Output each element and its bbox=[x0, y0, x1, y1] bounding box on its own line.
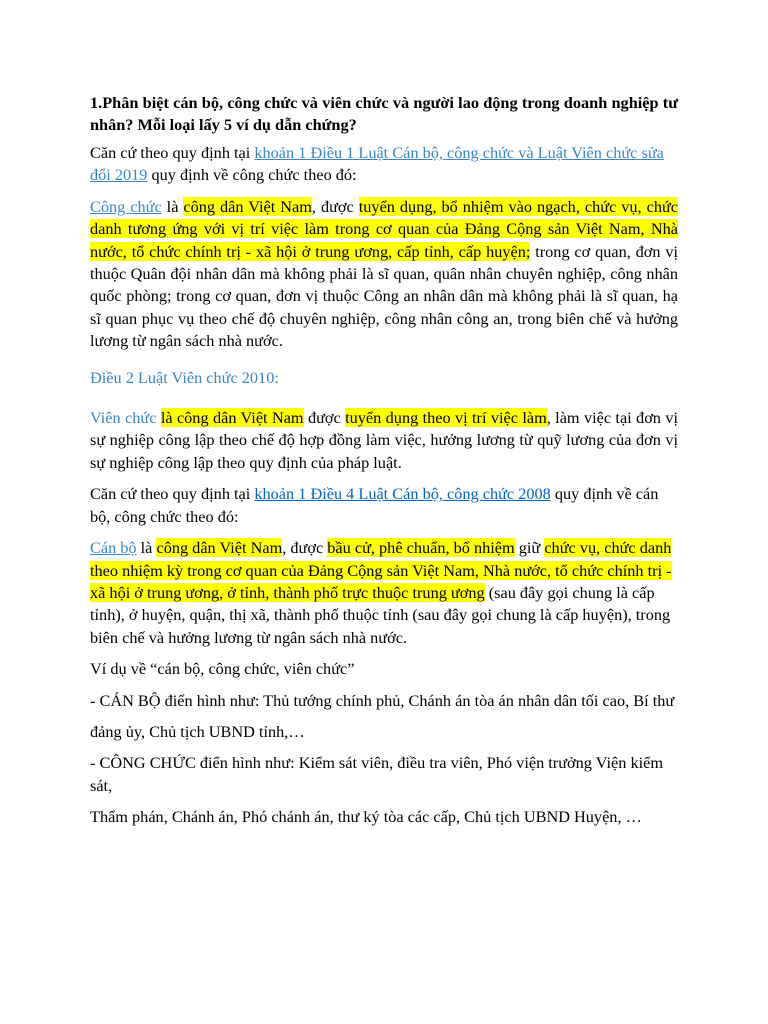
text: , được bbox=[282, 538, 328, 558]
vien-chuc-link[interactable]: Viên chức bbox=[90, 408, 157, 428]
paragraph-vien-chuc-definition bbox=[90, 407, 678, 474]
example-can-bo-cont: đảng ủy, Chủ tịch UBND tỉnh,… bbox=[90, 721, 305, 741]
text: (sau đây gọi chung là cấp tỉnh), ở huyện, quận, thị xã, thành phố thuộc tỉnh (sau đây gọi chung là cấp huyện), trong biên chế và hưởng lương từ ngân sách nhà nước. bbox=[90, 582, 671, 647]
text: , được bbox=[311, 196, 359, 216]
text: là bbox=[136, 538, 157, 558]
example-can-bo: - CÁN BỘ điển hình như: Thủ tướng chính phủ, Chánh án tòa án nhân dân tối cao, Bí thư bbox=[90, 690, 675, 710]
highlight: tuyển dụng theo vị trí việc làm bbox=[345, 408, 547, 428]
text: là bbox=[161, 196, 184, 216]
highlight: bầu cử, phê chuẩn, bổ nhiệm bbox=[327, 538, 515, 558]
paragraph-cong-chuc-source bbox=[90, 142, 678, 187]
highlight: chức vụ, chức danh theo nhiệm kỳ trong cơ quan của Đảng Cộng sản Việt Nam, Nhà nước, tổ chức chính trị - xã hội ở trung ương, ở tỉnh, thành phố trực thuộc trung ương bbox=[90, 538, 672, 602]
highlight: công dân Việt Nam bbox=[183, 196, 312, 216]
text: quy định về công chức theo đó: bbox=[147, 165, 357, 185]
law-link-2008[interactable]: khoản 1 Điều 4 Luật Cán bộ, công chức 2008 bbox=[254, 484, 551, 504]
document-body bbox=[90, 92, 678, 838]
highlight: công dân Việt Nam bbox=[156, 538, 283, 558]
example-cong-chuc-cont: Thẩm phán, Chánh án, Phó chánh án, thư ký tòa các cấp, Chủ tịch UBND Huyện, … bbox=[90, 807, 642, 827]
examples-intro: Ví dụ về “cán bộ, công chức, viên chức” bbox=[90, 659, 355, 679]
text: quy định về cán bộ, công chức theo đó: bbox=[90, 484, 659, 526]
paragraph-can-bo-definition bbox=[90, 537, 678, 649]
text: , làm việc tại đơn vị sự nghiệp công lập theo chế độ hợp đồng làm việc, hưởng lương từ quỹ lương của đơn vị sự nghiệp công lập theo quy định của pháp luật. bbox=[90, 408, 678, 472]
vien-chuc-heading: Điều 2 Luật Viên chức 2010: bbox=[90, 367, 279, 387]
cong-chuc-link[interactable]: Công chức bbox=[90, 196, 162, 216]
text: được bbox=[303, 408, 346, 428]
section-title: 1.Phân biệt cán bộ, công chức và viên chức và người lao động trong doanh nghiệp tư nhân? Mỗi loại lấy 5 ví dụ dẫn chứng? bbox=[90, 93, 678, 134]
paragraph-cong-chuc-definition bbox=[90, 196, 678, 353]
paragraph-can-bo-source bbox=[90, 483, 678, 528]
example-cong-chuc: - CÔNG CHỨC điển hình như: Kiểm sát viên, điều tra viên, Phó viện trưởng Viện kiểm sát, bbox=[90, 753, 664, 795]
text: trong cơ quan, đơn vị thuộc Quân đội nhân dân mà không phải là sĩ quan, quân nhân chuyên nghiệp, công nhân quốc phòng; trong cơ quan, đơn vị thuộc Công an nhân dân mà không phải là sĩ quan, hạ sĩ quan phục vụ theo chế độ chuyên nghiệp, công nhân công an, trong biên chế và hưởng lương từ ngân sách nhà nước. bbox=[90, 241, 678, 351]
text: Căn cứ theo quy định tại bbox=[90, 143, 255, 162]
can-bo-link[interactable]: Cán bộ bbox=[90, 538, 137, 558]
law-link-2019[interactable]: khoản 1 Điều 1 Luật Cán bộ, công chức và Luật Viên chức sửa đổi 2019 bbox=[90, 143, 664, 185]
text: giữ bbox=[514, 538, 545, 558]
highlight: là công dân Việt Nam bbox=[160, 408, 304, 428]
highlight: tuyển dụng, bổ nhiệm vào ngạch, chức vụ, chức danh tương ứng với vị trí việc làm trong cơ quan của Đảng Cộng sản Việt Nam, Nhà nước, tổ chức chính trị - xã hội ở trung ương, cấp tỉnh, cấp huyện; bbox=[90, 196, 679, 261]
text: Căn cứ theo quy định tại bbox=[90, 484, 255, 504]
